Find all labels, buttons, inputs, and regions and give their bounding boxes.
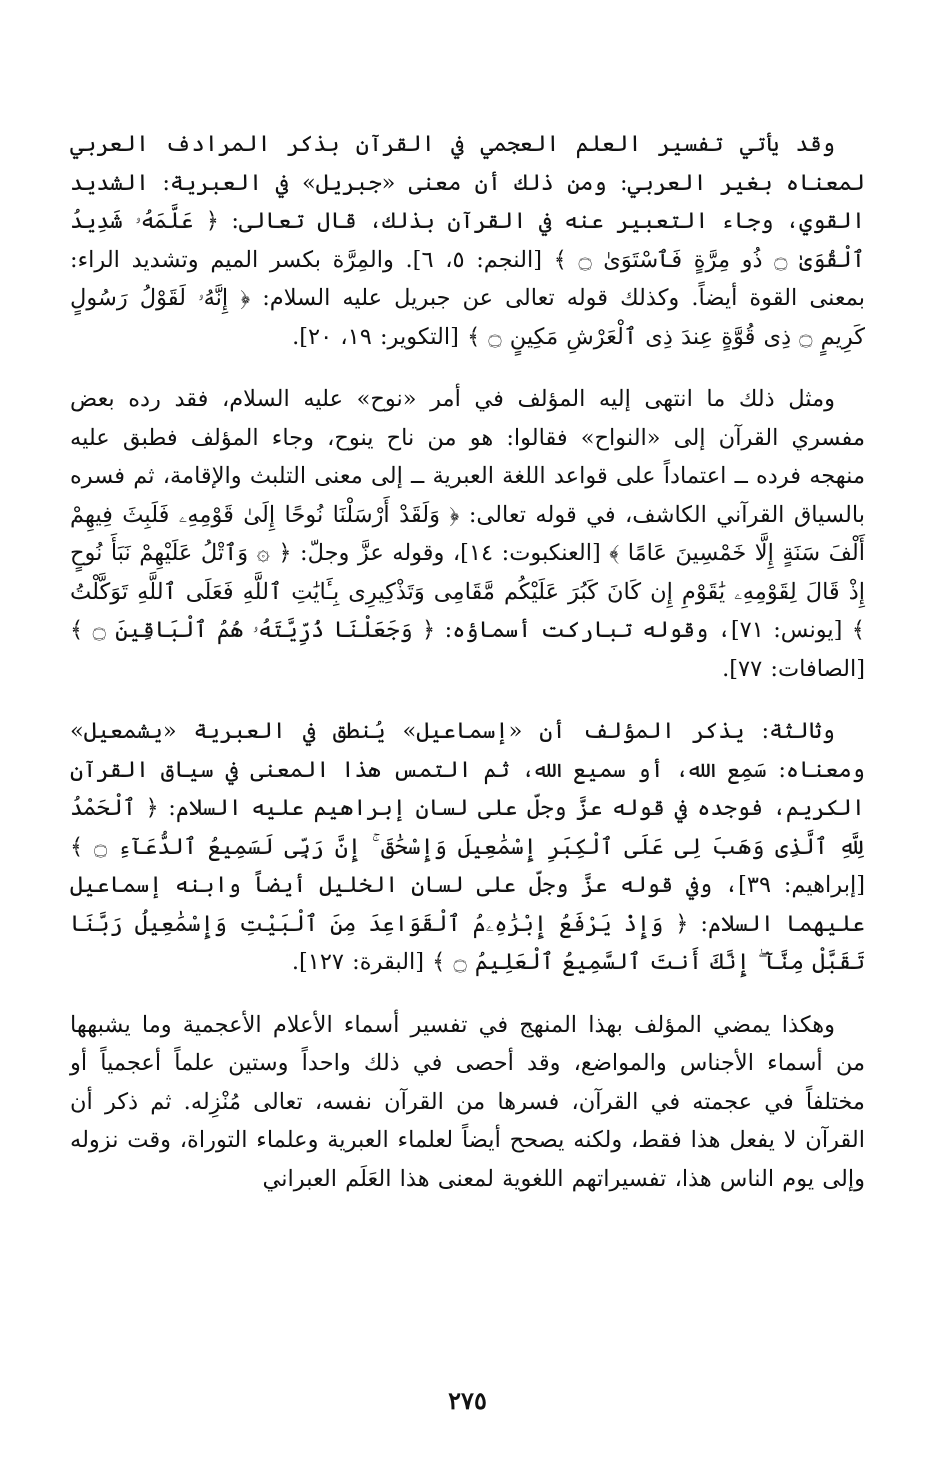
- paragraph-jibril: وقد يأتي تفسير العلم العجمي في القرآن بذكر المرادف العربي لمعناه بغير العربي: ومن ذلك أن معنى «جبريل» في العبرية: الشديد القوي، وجاء التعبير عنه في القرآن بذلك، قال تعالى: ﴿ عَلَّمَهُۥ شَدِيدُ ٱلْقُوَىٰ ۝ ذُو مِرَّةٍ فَٱسْتَوَىٰ ۝ ﴾ [النجم: ٥، ٦]. والمِرَّة بكسر الميم وتشديد الراء: بمعنى القوة أيضاً. وكذلك قوله تعالى عن جبريل عليه السلام: ﴿ إِنَّهُۥ لَقَوْلُ رَسُولٍ كَرِيمٍ ۝ ذِى قُوَّةٍ عِندَ ذِى ٱلْعَرْشِ مَكِينٍ ۝ ﴾ [التكوير: ١٩، ٢٠].: [70, 131, 865, 350]
- paragraph-ismail: وثالثة: يذكر المؤلف أن «إسماعيل» يُنطق في العبرية «يشمعيل» ومعناه: سَمِع الله، أو سميع الله، ثم التمس هذا المعنى في سياق القرآن الكريم، فوجده في قوله عزَّ وجلّ على لسان إبراهيم عليه السلام: ﴿ ٱلْحَمْدُ لِلَّهِ ٱلَّذِى وَهَبَ لِى عَلَى ٱلْكِبَرِ إِسْمَٰعِيلَ وَإِسْحَٰقَ ۚ إِنَّ رَبِّى لَسَمِيعُ ٱلدُّعَآءِ ۝ ﴾ [إبراهيم: ٣٩]، وفي قوله عزَّ وجلّ على لسان الخليل أيضاً وابنه إسماعيل عليهما السلام: ﴿ وَإِذْ يَرْفَعُ إِبْرَٰهِۦمُ ٱلْقَوَاعِدَ مِنَ ٱلْبَيْتِ وَإِسْمَٰعِيلُ رَبَّنَا تَقَبَّلْ مِنَّآ ۖ إِنَّكَ أَنتَ ٱلسَّمِيعُ ٱلْعَلِيمُ ۝ ﴾ [البقرة: ١٢٧].: [70, 718, 866, 975]
- paragraph-nuh: ومثل ذلك ما انتهى إليه المؤلف في أمر «نوح» عليه السلام، فقد رده بعض مفسري القرآن إلى «النواح» فقالوا: هو من ناح ينوح، وجاء المؤلف فطبق عليه منهجه فرده ــ اعتماداً على قواعد اللغة العبرية ــ إلى معنى التلبث والإقامة، ثم فسره بالسياق القرآني الكاشف، في قوله تعالى: ﴿ وَلَقَدْ أَرْسَلْنَا نُوحًا إِلَىٰ قَوْمِهِۦ فَلَبِثَ فِيهِمْ أَلْفَ سَنَةٍ إِلَّا خَمْسِينَ عَامًا ﴾ [العنكبوت: ١٤]، وقوله عزَّ وجلّ: ﴿ ۞ وَٱتْلُ عَلَيْهِمْ نَبَأَ نُوحٍ إِذْ قَالَ لِقَوْمِهِۦ يَٰقَوْمِ إِن كَانَ كَبُرَ عَلَيْكُم مَّقَامِى وَتَذْكِيرِى بِـَٔايَٰتِ ٱللَّهِ فَعَلَى ٱللَّهِ تَوَكَّلْتُ ﴾ [يونس: ٧١]، وقوله تباركت أسماؤه: ﴿ وَجَعَلْنَا ذُرِّيَّتَهُۥ هُمُ ٱلْبَاقِينَ ۝ ﴾ [الصافات: ٧٧].: [70, 386, 865, 682]
- page-body: [70, 125, 865, 1415]
- paragraph-method: وهكذا يمضي المؤلف بهذا المنهج في تفسير أسماء الأعلام الأعجمية وما يشبهها من أسماء الأجناس والمواضع، وقد أحصى في ذلك واحداً وستين علماً أعجمياً أو مختلفاً في عجمته في القرآن، فسرها من القرآن نفسه، تعالى مُنْزِله. ثم ذكر أن القرآن لا يفعل هذا فقط، ولكنه يصحح أيضاً لعلماء العبرية وعلماء التوراة، وقت نزوله وإلى يوم الناس هذا، تفسيراتهم اللغوية لمعنى هذا العَلَم العبراني: [70, 1011, 865, 1192]
- page-number: ٢٧٥: [448, 1386, 487, 1415]
